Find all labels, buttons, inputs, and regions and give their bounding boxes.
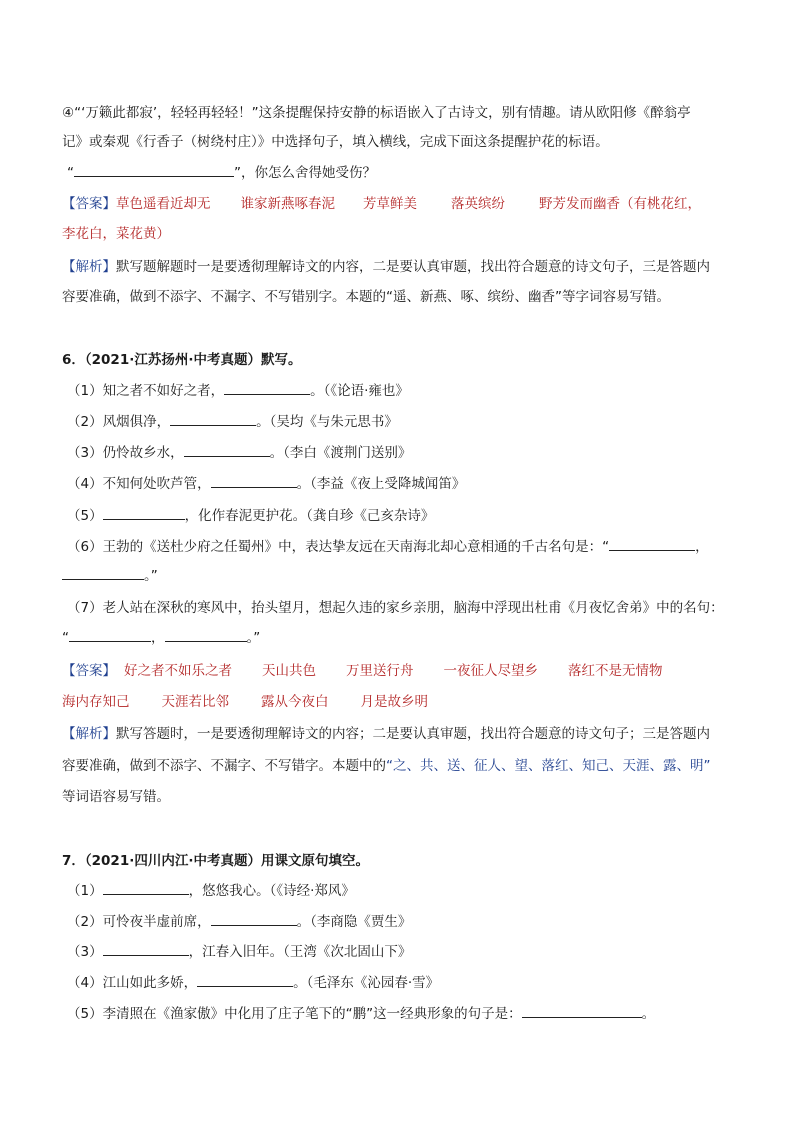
q6-answer-line-1 <box>62 661 742 681</box>
answer-text: 海内存知己 <box>62 694 130 710</box>
q5-intro-line-2: 记》或秦观《行香子（树绕村庄）》中选择句子，填入横线，完成下面这条提醒护花的标语。 <box>62 134 609 150</box>
q5-intro-line-1: ④“‘万籁此都寂’，轻轻再轻轻！”这条提醒保持安静的标语嵌入了古诗文，别有情趣。请从欧阳修《醉翁亭 <box>62 105 691 121</box>
q6-answer-line-2 <box>62 692 742 712</box>
q7-item-3 <box>67 942 747 962</box>
answer-text: 万里送行舟 <box>346 663 414 679</box>
q5-analysis-line-1 <box>62 257 742 277</box>
item-source: 。（李白《渡荆门送别》 <box>269 445 412 461</box>
analysis-highlight: “之、共、送、征人、望、落红、知己、天涯、露、明” <box>386 758 711 774</box>
q6-title: 6．（2021·江苏扬州·中考真题）默写。 <box>62 352 302 368</box>
item-punct: ， <box>151 630 165 646</box>
answer-blank[interactable] <box>211 474 297 488</box>
q6-item-5 <box>67 506 747 526</box>
item-prompt: （5）李清照在《渔家傲》中化用了庄子笔下的“鹏”这一经典形象的句子是： <box>67 1006 522 1022</box>
answer-blank[interactable] <box>103 942 189 956</box>
answer-tag: 【答案】 <box>62 663 116 679</box>
answer-blank[interactable] <box>69 628 151 642</box>
answer-text: 芳草鲜美 <box>363 196 417 212</box>
answer-blank[interactable] <box>103 506 185 520</box>
item-prompt: （1）知之者不如好之者， <box>67 383 225 399</box>
analysis-tag: 【解析】 <box>62 259 116 275</box>
item-punct: 。 <box>641 1006 656 1022</box>
q6-item-3 <box>67 443 747 463</box>
item-prompt: （4）江山如此多娇， <box>67 975 198 991</box>
item-prompt: （5） <box>67 508 103 524</box>
q6-item-4 <box>67 474 747 494</box>
answer-text: 天山共色 <box>262 663 316 679</box>
answer-text: 野芳发而幽香（有桃花红， <box>539 196 701 212</box>
answer-blank[interactable] <box>62 566 144 580</box>
item-source: ，化作春泥更护花。（龚自珍《己亥杂诗》 <box>184 508 435 524</box>
q5-answer-continuation: 李花白，菜花黄） <box>62 226 170 242</box>
answer-blank[interactable] <box>522 1004 642 1018</box>
item-prompt: （6）王勃的《送杜少府之任蜀州》中，表达挚友远在天南海北却心意相通的千古名句是：“ <box>67 539 610 555</box>
answer-text: 谁家新燕啄春泥 <box>240 196 335 212</box>
answer-blank[interactable] <box>170 412 256 426</box>
answer-text: 好之者不如乐之者 <box>124 663 232 679</box>
q5-answer-line <box>62 194 742 214</box>
q6-analysis-line-2 <box>62 756 742 776</box>
answer-blank[interactable] <box>211 912 297 926</box>
item-source: ，悠悠我心。（《诗经·郑风》 <box>188 883 355 899</box>
answer-blank[interactable] <box>197 973 293 987</box>
item-prompt: （3） <box>67 944 103 960</box>
item-source: 。（毛泽东《沁园春·雪》 <box>293 975 440 991</box>
answer-blank[interactable] <box>165 628 247 642</box>
answer-tag: 【答案】 <box>62 196 116 212</box>
q6-item-1 <box>67 381 747 401</box>
answer-blank[interactable] <box>74 163 234 177</box>
item-source: ，江春入旧年。（王湾《次北固山下》 <box>188 944 412 960</box>
q7-item-5 <box>67 1004 747 1024</box>
item-punct: “ <box>62 630 69 646</box>
q7-title: 7．（2021·四川内江·中考真题）用课文原句填空。 <box>62 853 369 869</box>
analysis-text: 默写题解题时一是要透彻理解诗文的内容，二是要认真审题，找出符合题意的诗文句子，三是答题内 <box>116 259 710 275</box>
q6-item-2 <box>67 412 747 432</box>
q5-fill-line <box>67 163 747 183</box>
answer-text: 露从今夜白 <box>261 694 329 710</box>
analysis-tag: 【解析】 <box>62 726 116 742</box>
item-prompt: （2）风烟俱净， <box>67 414 171 430</box>
item-punct: 。” <box>144 568 158 584</box>
item-prompt: （2）可怜夜半虚前席， <box>67 914 211 930</box>
item-source: 。（《论语·雍也》 <box>310 383 409 399</box>
item-prompt: （3）仍怜故乡水， <box>67 445 184 461</box>
q6-analysis-line-1 <box>62 724 742 744</box>
q5-fill-rest: ”，你怎么舍得她受伤？ <box>234 165 376 181</box>
answer-text: 一夜征人尽望乡 <box>443 663 538 679</box>
q5-analysis-line-2: 容要准确，做到不添字、不漏字、不写错别字。本题的“遥、新燕、啄、缤纷、幽香”等字词容易写错。 <box>62 289 670 305</box>
q6-analysis-line-3: 等词语容易写错。 <box>62 789 170 805</box>
answer-text: 落红不是无情物 <box>568 663 663 679</box>
item-source: 。（吴均《与朱元思书》 <box>256 414 398 430</box>
answer-text: 落英缤纷 <box>451 196 505 212</box>
item-source: 。（李益《夜上受降城闻笛》 <box>296 476 466 492</box>
answer-blank[interactable] <box>224 381 310 395</box>
answer-text: 草色遥看近却无 <box>116 196 211 212</box>
answer-blank[interactable] <box>609 537 695 551</box>
item-punct: ， <box>695 539 709 555</box>
item-source: 。（李商隐《贾生》 <box>296 914 412 930</box>
q6-item-7-line-2 <box>62 628 742 648</box>
analysis-text: 容要准确，做到不添字、不漏字、不写错字。本题中的 <box>62 758 386 774</box>
answer-text: 天涯若比邻 <box>161 694 229 710</box>
q7-item-2 <box>67 912 747 932</box>
answer-text: 月是故乡明 <box>360 694 428 710</box>
answer-blank[interactable] <box>184 443 270 457</box>
q5-fill-open: “ <box>67 165 74 181</box>
item-prompt: （4）不知何处吹芦管， <box>67 476 211 492</box>
item-punct: 。” <box>246 630 261 646</box>
q6-item-6-line-1 <box>67 537 747 557</box>
q6-item-6-line-2 <box>62 566 742 586</box>
q7-item-4 <box>67 973 747 993</box>
q6-item-7-line-1: （7）老人站在深秋的寒风中，抬头望月，想起久违的家乡亲朋，脑海中浮现出杜甫《月夜忆舍弟》中的名句： <box>67 600 724 616</box>
item-prompt: （1） <box>67 883 103 899</box>
analysis-text: 默写答题时，一是要透彻理解诗文的内容；二是要认真审题，找出符合题意的诗文句子；三是答题内 <box>116 726 710 742</box>
q7-item-1 <box>67 881 747 901</box>
answer-blank[interactable] <box>103 881 189 895</box>
